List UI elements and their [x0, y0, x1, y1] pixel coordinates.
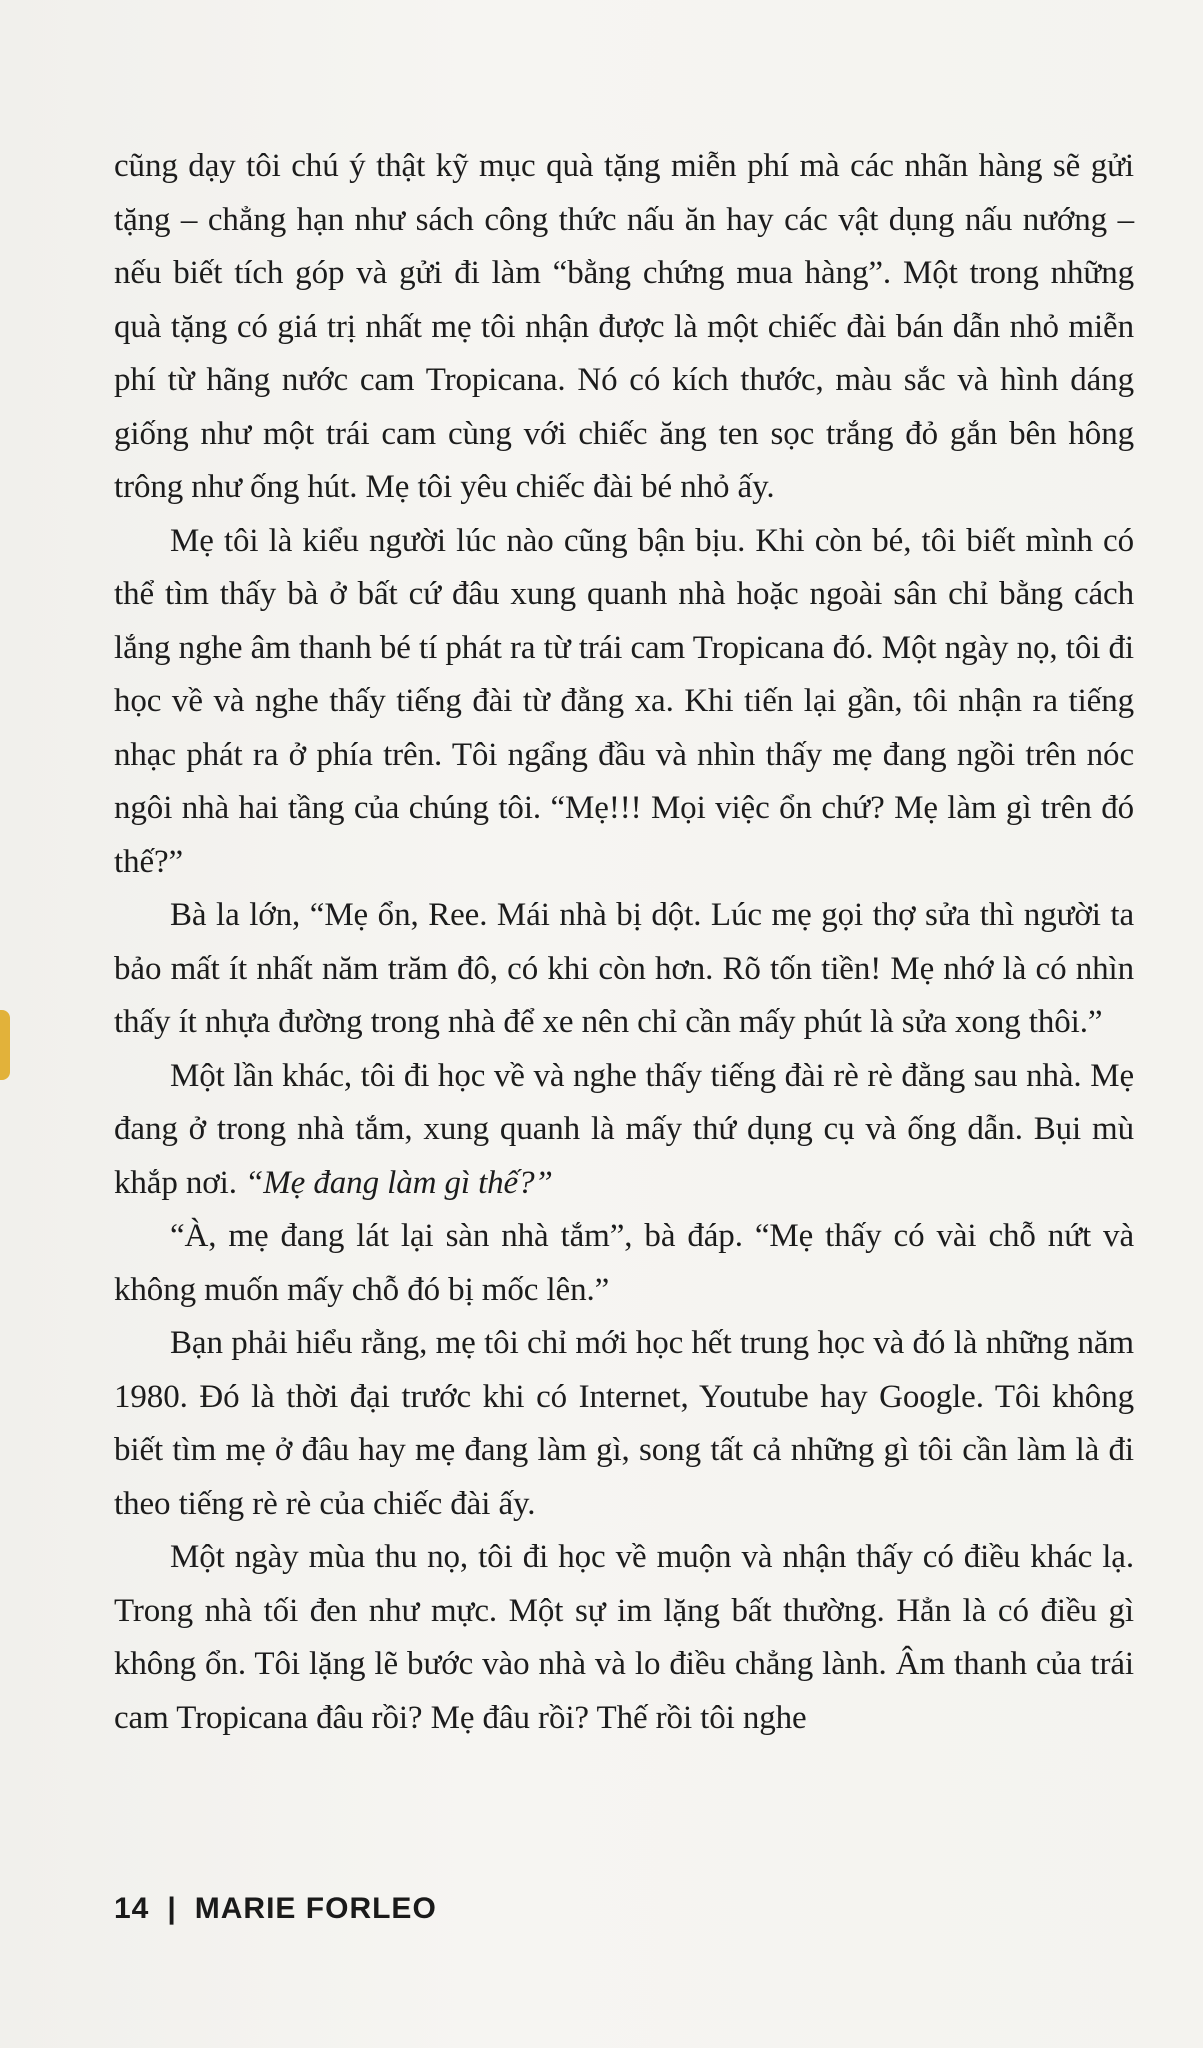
- running-author: MARIE FORLEO: [194, 1892, 437, 1925]
- paragraph-4-italic-quote: “Mẹ đang làm gì thế?”: [245, 1164, 553, 1201]
- paragraph-2: Mẹ tôi là kiểu người lúc nào cũng bận bịu. Khi còn bé, tôi biết mình có thể tìm thấy bà ở bất cứ đâu xung quanh nhà hoặc ngoài sân chỉ bằng cách lắng nghe âm thanh bé tí phát ra từ trái cam Tropicana đó. Một ngày nọ, tôi đi học về và nghe thấy tiếng đài từ đằng xa. Khi tiến lại gần, tôi nhận ra tiếng nhạc phát ra ở phía trên. Tôi ngẩng đầu và nhìn thấy mẹ đang ngồi trên nóc ngôi nhà hai tầng của chúng tôi. “Mẹ!!! Mọi việc ổn chứ? Mẹ làm gì trên đó thế?”: [114, 522, 1134, 880]
- page-footer: [114, 1892, 437, 1926]
- paragraph-6: Bạn phải hiểu rằng, mẹ tôi chỉ mới học hết trung học và đó là những năm 1980. Đó là thời đại trước khi có Internet, Youtube hay Google. Tôi không biết tìm mẹ ở đâu hay mẹ đang làm gì, song tất cả những gì tôi cần làm là đi theo tiếng rè rè của chiếc đài ấy.: [114, 1325, 1134, 1522]
- paragraph-7: Một ngày mùa thu nọ, tôi đi học về muộn và nhận thấy có điều khác lạ. Trong nhà tối đen như mực. Một sự im lặng bất thường. Hẳn là có điều gì không ổn. Tôi lặng lẽ bước vào nhà và lo điều chẳng lành. Âm thanh của trái cam Tropicana đâu rồi? Mẹ đâu rồi? Thế rồi tôi nghe: [114, 1539, 1134, 1736]
- paragraph-3: Bà la lớn, “Mẹ ổn, Ree. Mái nhà bị dột. Lúc mẹ gọi thợ sửa thì người ta bảo mất ít nhất năm trăm đô, có khi còn hơn. Rõ tốn tiền! Mẹ nhớ là có nhìn thấy ít nhựa đường trong nhà để xe nên chỉ cần mấy phút là sửa xong thôi.”: [114, 897, 1134, 1040]
- page-number: 14: [114, 1892, 150, 1925]
- footer-separator: |: [167, 1892, 177, 1925]
- edge-mark: [0, 1010, 10, 1080]
- paragraph-5: “À, mẹ đang lát lại sàn nhà tắm”, bà đáp. “Mẹ thấy có vài chỗ nứt và không muốn mấy chỗ đó bị mốc lên.”: [114, 1218, 1134, 1308]
- body-text: [114, 140, 1134, 1745]
- paragraph-4-text: Một lần khác, tôi đi học về và nghe thấy tiếng đài rè rè đằng sau nhà. Mẹ đang ở trong nhà tắm, xung quanh là mấy thứ dụng cụ và ống dẫn. Bụi mù khắp nơi.: [114, 1057, 1134, 1201]
- paragraph-4: [114, 1050, 1134, 1211]
- paragraph-1: cũng dạy tôi chú ý thật kỹ mục quà tặng miễn phí mà các nhãn hàng sẽ gửi tặng – chẳng hạn như sách công thức nấu ăn hay các vật dụng nấu nướng – nếu biết tích góp và gửi đi làm “bằng chứng mua hàng”. Một trong những quà tặng có giá trị nhất mẹ tôi nhận được là một chiếc đài bán dẫn nhỏ miễn phí từ hãng nước cam Tropicana. Nó có kích thước, màu sắc và hình dáng giống như một trái cam cùng với chiếc ăng ten sọc trắng đỏ gắn bên hông trông như ống hút. Mẹ tôi yêu chiếc đài bé nhỏ ấy.: [114, 148, 1134, 505]
